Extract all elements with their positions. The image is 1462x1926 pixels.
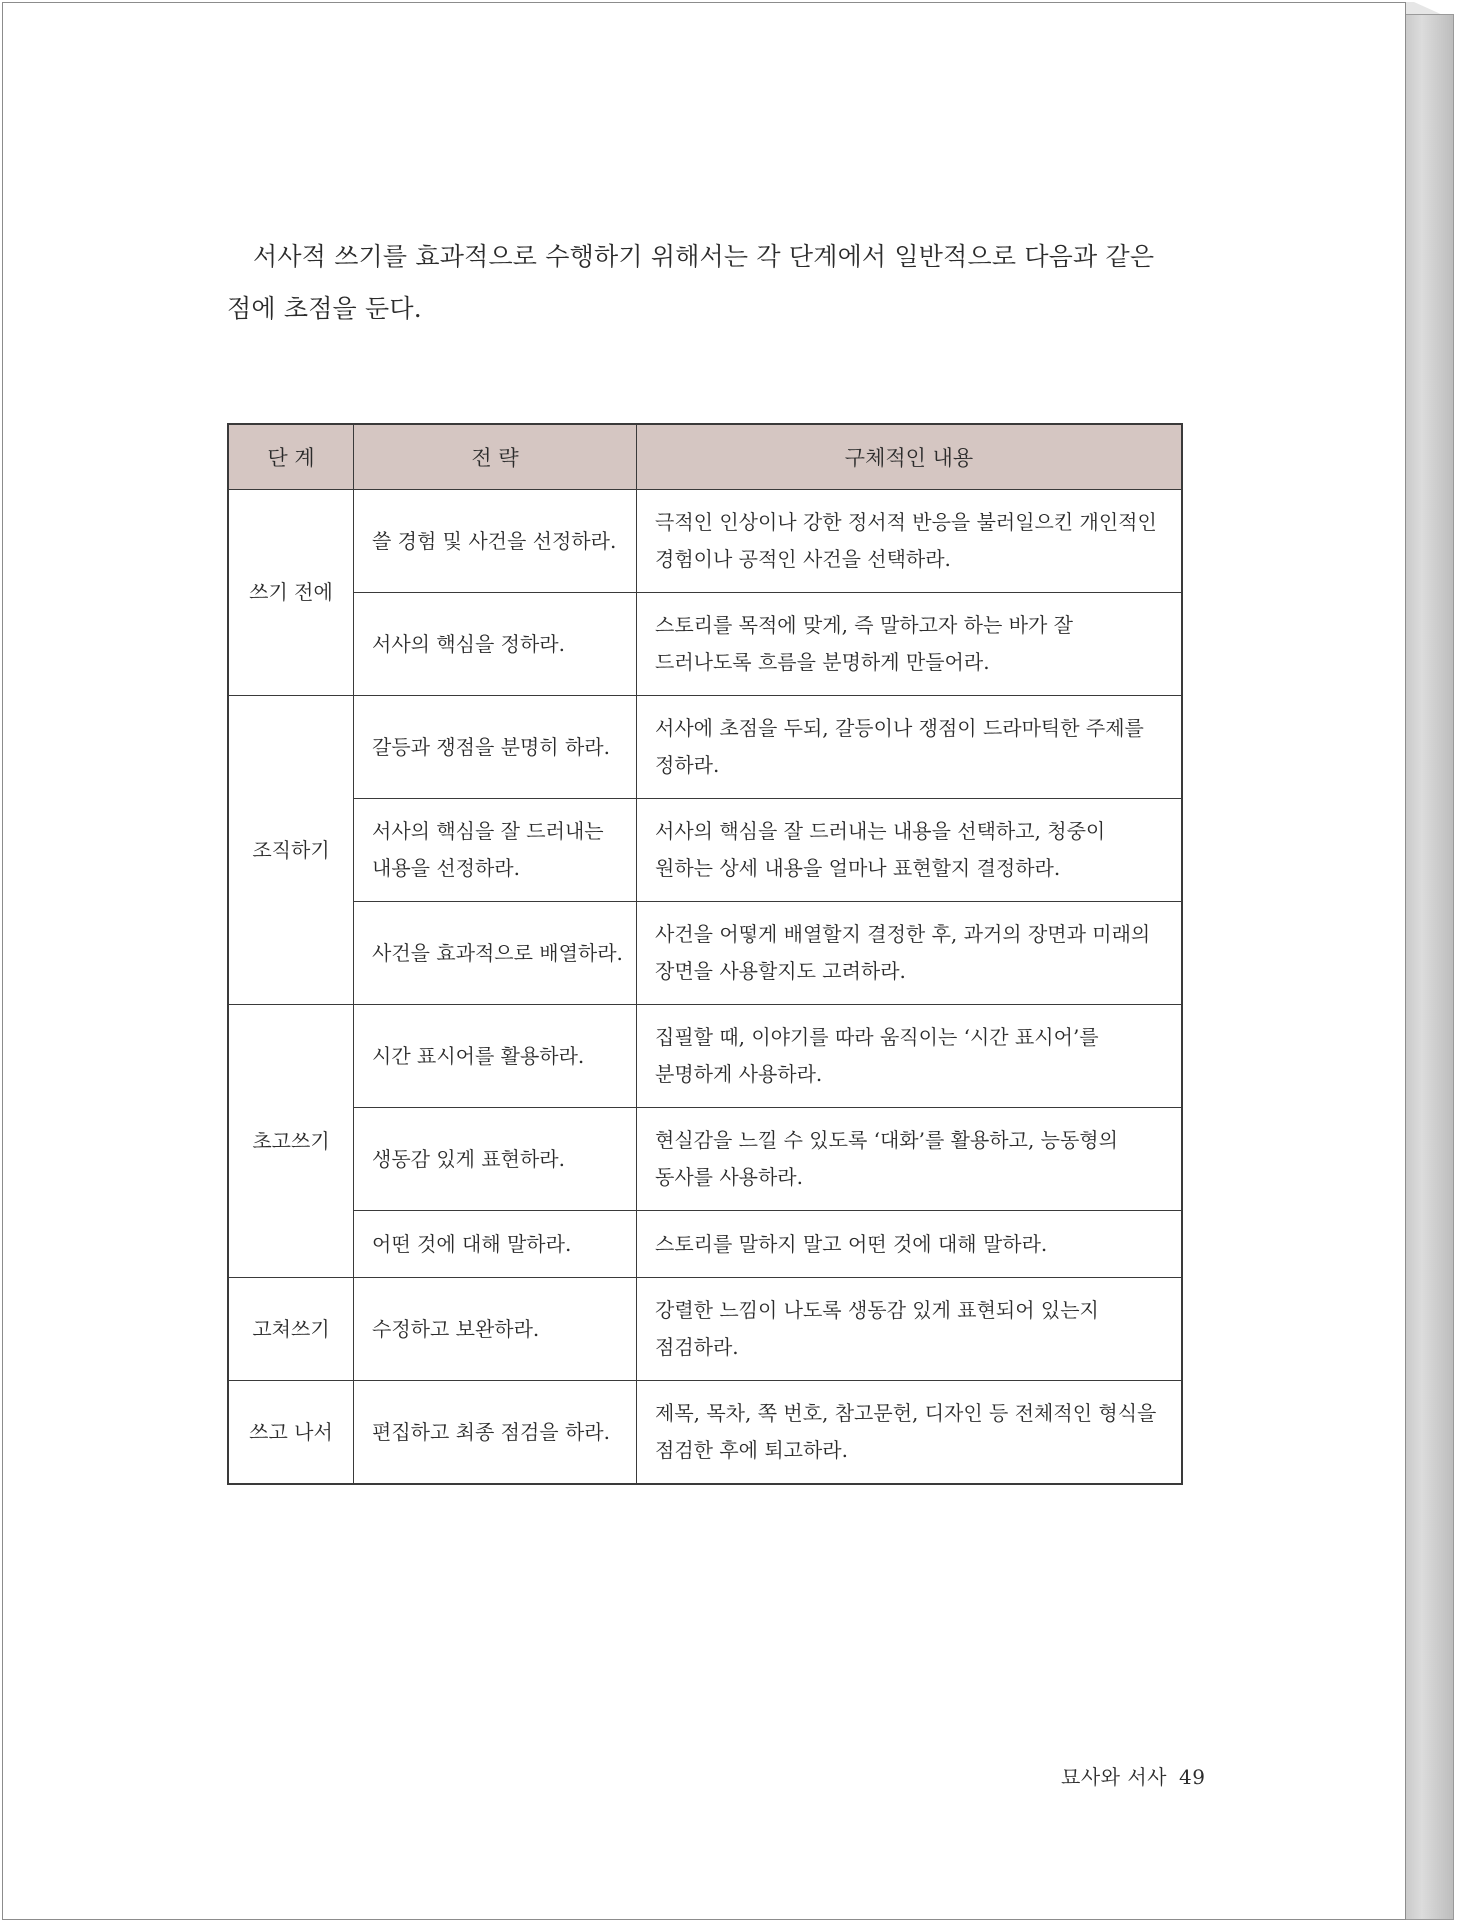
- strategy-cell: 쓸 경험 및 사건을 선정하라.: [354, 490, 637, 593]
- running-footer-title: 묘사와 서사: [1061, 1765, 1167, 1789]
- table-row: [228, 1278, 1182, 1381]
- strategy-cell: 시간 표시어를 활용하라.: [354, 1005, 637, 1108]
- strategy-cell: 사건을 효과적으로 배열하라.: [354, 902, 637, 1005]
- header-strategy: 전 략: [354, 424, 637, 490]
- stage-cell: 고쳐쓰기: [228, 1278, 354, 1381]
- detail-cell: 극적인 인상이나 강한 정서적 반응을 불러일으킨 개인적인 경험이나 공적인 사건을 선택하라.: [637, 490, 1183, 593]
- table-row: [228, 593, 1182, 696]
- detail-cell: 서사의 핵심을 잘 드러내는 내용을 선택하고, 청중이 원하는 상세 내용을 얼마나 표현할지 결정하라.: [637, 799, 1183, 902]
- page-number: 49: [1178, 1765, 1206, 1789]
- detail-cell: 강렬한 느낌이 나도록 생동감 있게 표현되어 있는지 점검하라.: [637, 1278, 1183, 1381]
- table-row: [228, 696, 1182, 799]
- detail-cell: 서사에 초점을 두되, 갈등이나 쟁점이 드라마틱한 주제를 정하라.: [637, 696, 1183, 799]
- table-row: [228, 902, 1182, 1005]
- strategy-cell: 어떤 것에 대해 말하라.: [354, 1211, 637, 1278]
- writing-strategy-table: [227, 423, 1183, 1485]
- table-row: [228, 490, 1182, 593]
- detail-cell: 현실감을 느낄 수 있도록 ‘대화’를 활용하고, 능동형의 동사를 사용하라.: [637, 1108, 1183, 1211]
- detail-cell: 사건을 어떻게 배열할지 결정한 후, 과거의 장면과 미래의 장면을 사용할지도 고려하라.: [637, 902, 1183, 1005]
- header-stage: 단 계: [228, 424, 354, 490]
- table-row: [228, 1108, 1182, 1211]
- table-row: [228, 1005, 1182, 1108]
- table-row: [228, 1211, 1182, 1278]
- page-thickness-edge: [1404, 14, 1454, 1920]
- header-detail: 구체적인 내용: [637, 424, 1183, 490]
- stage-cell: 초고쓰기: [228, 1005, 354, 1278]
- book-page: [2, 2, 1406, 1920]
- strategy-cell: 편집하고 최종 점검을 하라.: [354, 1381, 637, 1485]
- stage-cell: 조직하기: [228, 696, 354, 1005]
- table-header-row: [228, 424, 1182, 490]
- strategy-cell: 갈등과 쟁점을 분명히 하라.: [354, 696, 637, 799]
- detail-cell: 제목, 목차, 쪽 번호, 참고문헌, 디자인 등 전체적인 형식을 점검한 후에 퇴고하라.: [637, 1381, 1183, 1485]
- strategy-cell: 서사의 핵심을 잘 드러내는 내용을 선정하라.: [354, 799, 637, 902]
- strategy-cell: 수정하고 보완하라.: [354, 1278, 637, 1381]
- table-row: [228, 799, 1182, 902]
- table-row: [228, 1381, 1182, 1485]
- strategy-cell: 생동감 있게 표현하라.: [354, 1108, 637, 1211]
- detail-cell: 집필할 때, 이야기를 따라 움직이는 ‘시간 표시어’를 분명하게 사용하라.: [637, 1005, 1183, 1108]
- stage-cell: 쓰고 나서: [228, 1381, 354, 1485]
- stage-cell: 쓰기 전에: [228, 490, 354, 696]
- intro-paragraph: 서사적 쓰기를 효과적으로 수행하기 위해서는 각 단계에서 일반적으로 다음과 같은 점에 초점을 둔다.: [227, 242, 1155, 323]
- strategy-cell: 서사의 핵심을 정하라.: [354, 593, 637, 696]
- detail-cell: 스토리를 말하지 말고 어떤 것에 대해 말하라.: [637, 1211, 1183, 1278]
- detail-cell: 스토리를 목적에 맞게, 즉 말하고자 하는 바가 잘 드러나도록 흐름을 분명하게 만들어라.: [637, 593, 1183, 696]
- page-footer: [1061, 1761, 1205, 1790]
